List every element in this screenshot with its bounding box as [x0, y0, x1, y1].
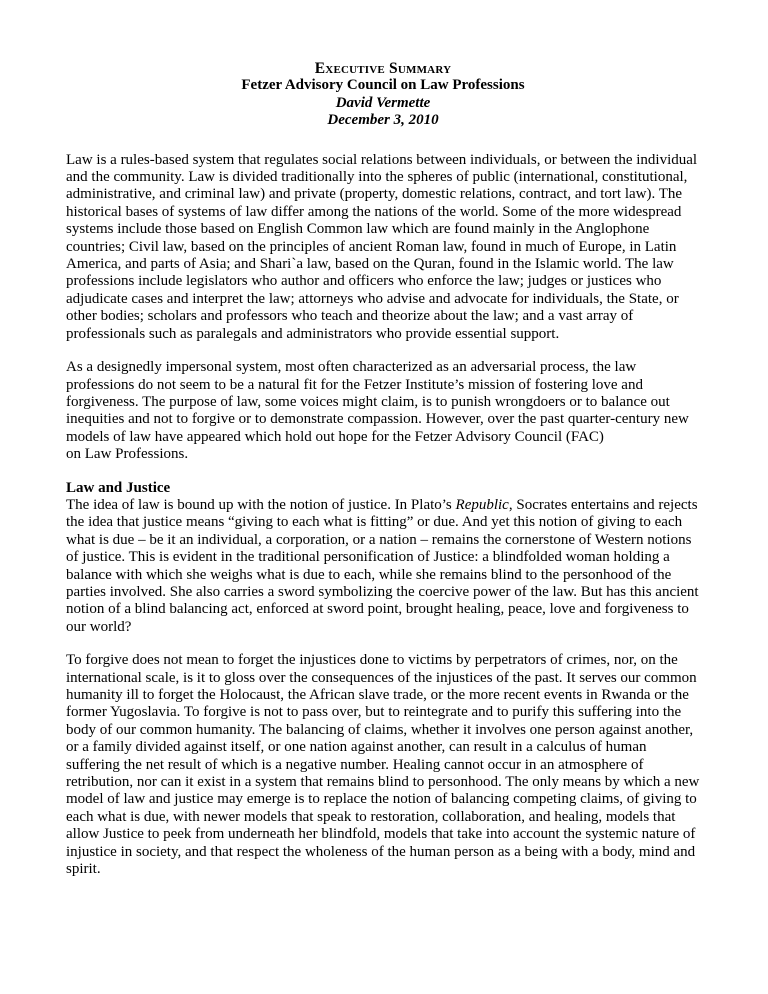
section-heading-law-and-justice: Law and Justice [66, 479, 171, 496]
paragraph-three [66, 497, 700, 636]
paragraph-two-continuation: on Law Professions. [66, 446, 189, 463]
cited-work-title: Republic [455, 496, 509, 513]
paragraph-one: Law is a rules-based system that regulates social relations between individuals, or between the individual and the community. Law is divided traditionally into the spheres of public (international, constitutional, administrative, and criminal law) and private (property, domestic relations, contract, and tort law). The historical bases of systems of law differ among the nations of the world. Some of the more widespread systems include those based on English Common law which are found mainly in the Anglophone countries; Civil law, based on the principles of ancient Roman law, found in much of Europe, in Latin America, and parts of Asia; and Shari`a law, based on the Quran, found in the Islamic world. The law professions include legislators who author and officers who enforce the law; judges or justices who adjudicate cases and interpret the law; attorneys who advise and advocate for individuals, the State, or other bodies; scholars and professors who teach and theorize about the law; and a vast array of professionals such as paralegals and administrators who provide essential support. [66, 151, 698, 342]
page-title: Fetzer Advisory Council on Law Professions [241, 77, 525, 94]
document-eyebrow: Executive Summary [314, 60, 452, 77]
paragraph-four: To forgive does not mean to forget the injustices done to victims by perpetrators of crimes, nor, on the international scale, is it to gloss over the consequences of the injustices of the past. It serves our common humanity ill to forget the Holocaust, the African slave trade, or the more recent events in Rwanda or the former Yugoslavia. To forgive is not to pass over, but to reintegrate and to purify this suffering into the body of our common humanity. The balancing of claims, whether it involves one person against another, or a family divided against itself, or one nation against another, can result in a calculus of human suffering the net result of which is a negative number. Healing cannot occur in an atmosphere of retribution, nor can it exist in a system that remains blind to personhood. The only means by which a new model of law and justice may emerge is to replace the notion of balancing competing claims, of giving to each what is due, with newer models that speak to restoration, collaboration, and healing, models that allow Justice to peek from underneath her blindfold, models that take into account the systemic nature of injustice in society, and that respect the wholeness of the human person as a being with a body, mind and spirit. [66, 652, 700, 878]
document-author: David Vermette [335, 94, 431, 111]
paragraph-three-text-before-title: The idea of law is bound up with the notion of justice. In Plato’s [66, 496, 456, 513]
paragraph-two: As a designedly impersonal system, most often characterized as an adversarial process, the law professions do not seem to be a natural fit for the Fetzer Institute’s mission of fostering love and forgiveness. The purpose of law, some voices might claim, is to punish wrongdoers or to balance out inequities and not to forgive or to demonstrate compassion. However, over the past quarter-century new models of law have appeared which hold out hope for the Fetzer Advisory Council (FAC) [66, 359, 689, 445]
paragraph-three-text-after-title: , Socrates entertains and rejects the idea that justice means “giving to each what is fitting” or due. And yet this notion of giving to each what is due – be it an individual, a corporation, or a nation – remains the cornerstone of Western notions of justice. This is evident in the traditional personification of Justice: a blindfolded woman holding a balance with which she weighs what is due to each, while she remains blind to the personhood of the parties involved. She also carries a sword symbolizing the coercive power of the law. But has this ancient notion of a blind balancing act, enforced at sword point, brought healing, peace, love and forgiveness to our world? [66, 496, 699, 635]
document-header [66, 60, 700, 130]
document-date: December 3, 2010 [327, 112, 439, 129]
